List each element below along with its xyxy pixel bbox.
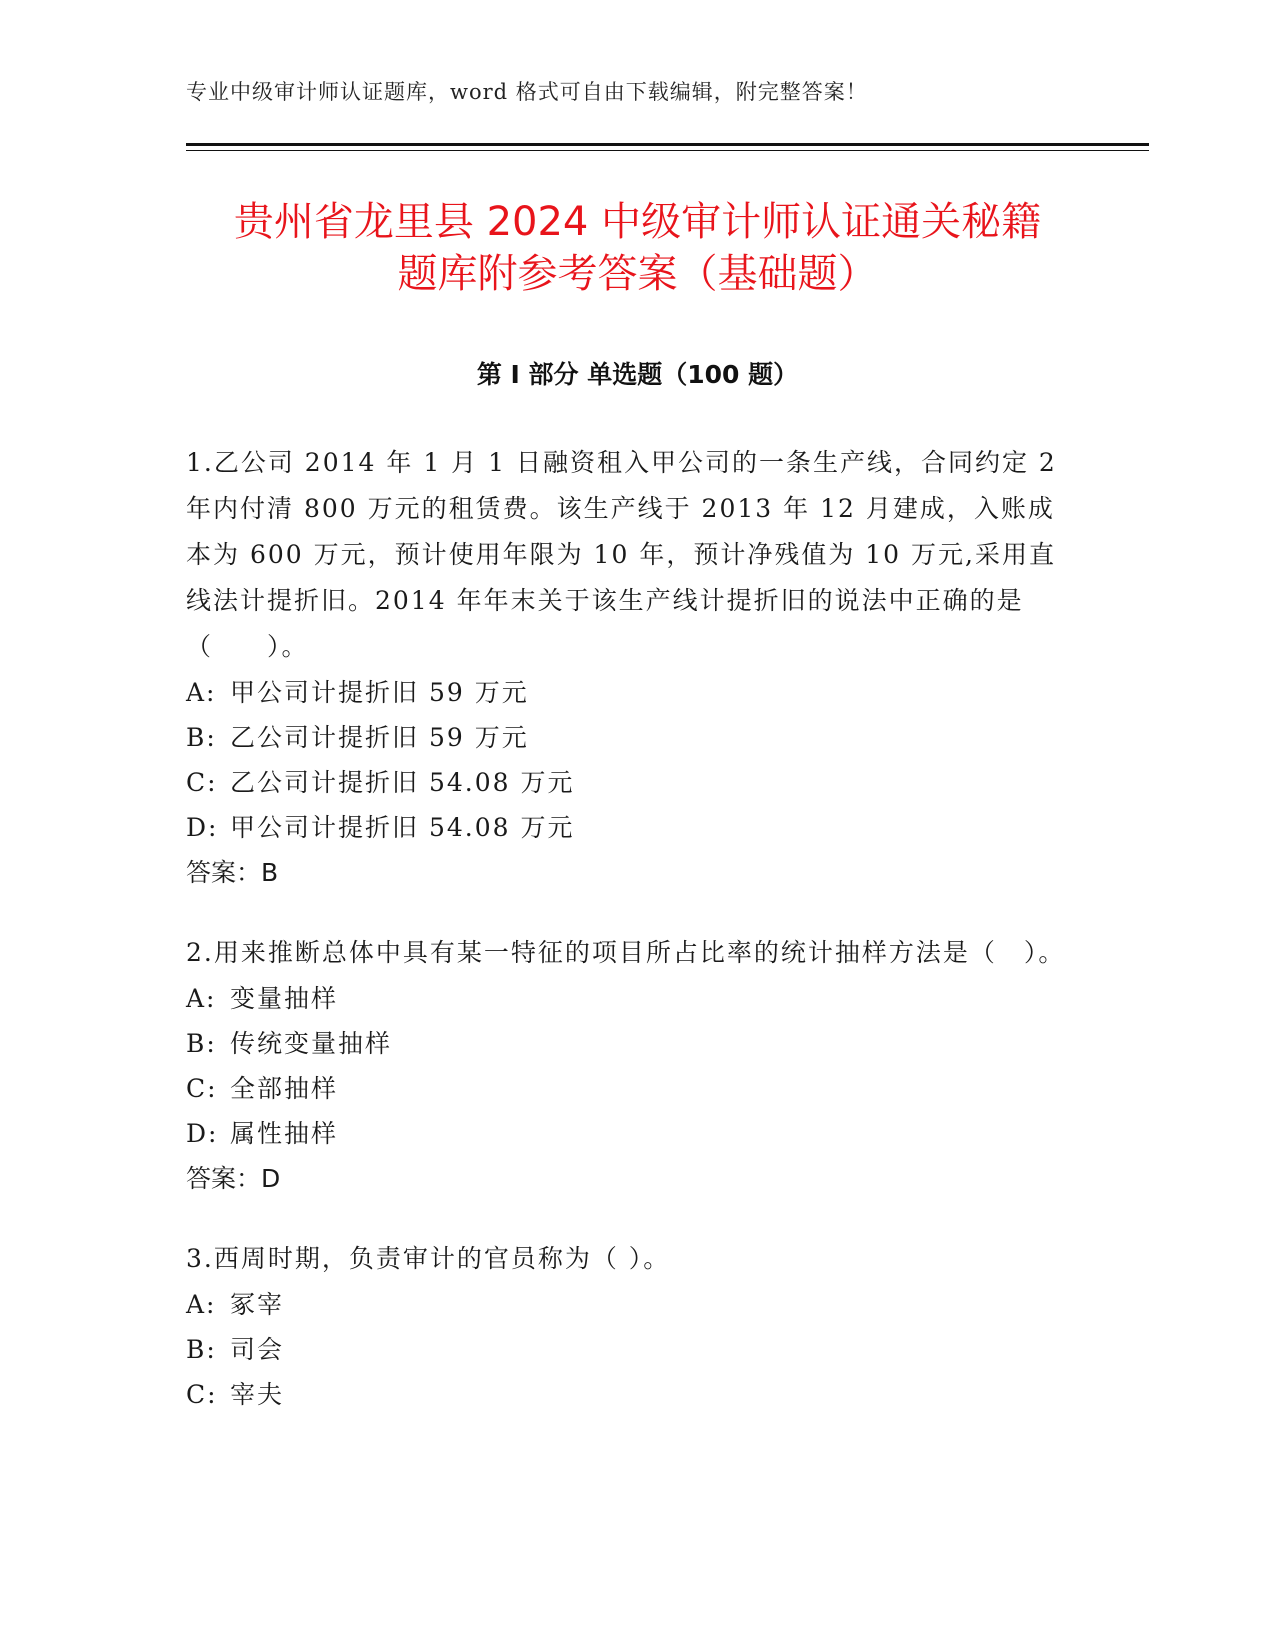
option-a: [186, 1282, 1066, 1327]
option-text: 甲公司计提折旧 54.08 万元: [230, 813, 575, 842]
option-d: [186, 805, 1066, 850]
option-letter: A:: [186, 984, 217, 1013]
option-a: [186, 976, 1066, 1021]
option-text: 传统变量抽样: [230, 1029, 393, 1058]
option-letter: A:: [186, 678, 217, 707]
title-line-2: 题库附参考答案（基础题）: [397, 251, 878, 297]
option-a: [186, 670, 1066, 715]
option-b: [186, 1327, 1066, 1372]
option-text: 冢宰: [230, 1290, 285, 1319]
question-1: [186, 440, 1066, 896]
option-letter: B:: [186, 1029, 217, 1058]
answer: 答案：B: [186, 858, 279, 887]
header-rule-thin: [186, 150, 1149, 151]
title-line-1: 贵州省龙里县 2024 中级审计师认证通关秘籍: [233, 199, 1042, 245]
question-list: [186, 440, 1066, 1451]
option-text: 全部抽样: [230, 1074, 339, 1103]
option-d: [186, 1111, 1066, 1156]
question-2: [186, 930, 1066, 1202]
header-note: 专业中级审计师认证题库，word 格式可自由下载编辑，附完整答案！: [186, 80, 868, 104]
question-stem: 3.西周时期，负责审计的官员称为（ ）。: [186, 1244, 671, 1273]
option-c: [186, 1372, 1066, 1417]
option-letter: B:: [186, 1335, 217, 1364]
option-c: [186, 760, 1066, 805]
option-letter: B:: [186, 723, 217, 752]
option-letter: C:: [186, 768, 218, 797]
option-letter: D:: [186, 1119, 219, 1148]
option-text: 乙公司计提折旧 54.08 万元: [230, 768, 575, 797]
option-b: [186, 715, 1066, 760]
question-stem: 2.用来推断总体中具有某一特征的项目所占比率的统计抽样方法是（ ）。: [186, 938, 1066, 967]
option-letter: A:: [186, 1290, 217, 1319]
document-title: [150, 196, 1125, 300]
option-c: [186, 1066, 1066, 1111]
question-3: [186, 1236, 1066, 1417]
option-letter: D:: [186, 813, 219, 842]
option-text: 变量抽样: [230, 984, 339, 1013]
option-letter: C:: [186, 1074, 218, 1103]
option-text: 宰夫: [230, 1380, 285, 1409]
option-b: [186, 1021, 1066, 1066]
option-text: 司会: [230, 1335, 285, 1364]
option-letter: C:: [186, 1380, 218, 1409]
option-text: 乙公司计提折旧 59 万元: [230, 723, 529, 752]
option-text: 属性抽样: [230, 1119, 339, 1148]
section-heading: 第 I 部分 单选题（100 题）: [476, 360, 799, 389]
option-text: 甲公司计提折旧 59 万元: [230, 678, 529, 707]
header-rule-thick: [186, 143, 1149, 146]
question-stem: 1.乙公司 2014 年 1 月 1 日融资租入甲公司的一条生产线，合同约定 2 年内付清 800 万元的租赁费。该生产线于 2013 年 12 月建成，入账成本为 600 万元，预计使用年限为 10 年，预计净残值为 10 万元,采用直线法计提折旧。2014 年年末关于该生产线计提折旧的说法中正确的是（ ）。: [186, 448, 1057, 661]
answer: 答案：D: [186, 1164, 281, 1193]
